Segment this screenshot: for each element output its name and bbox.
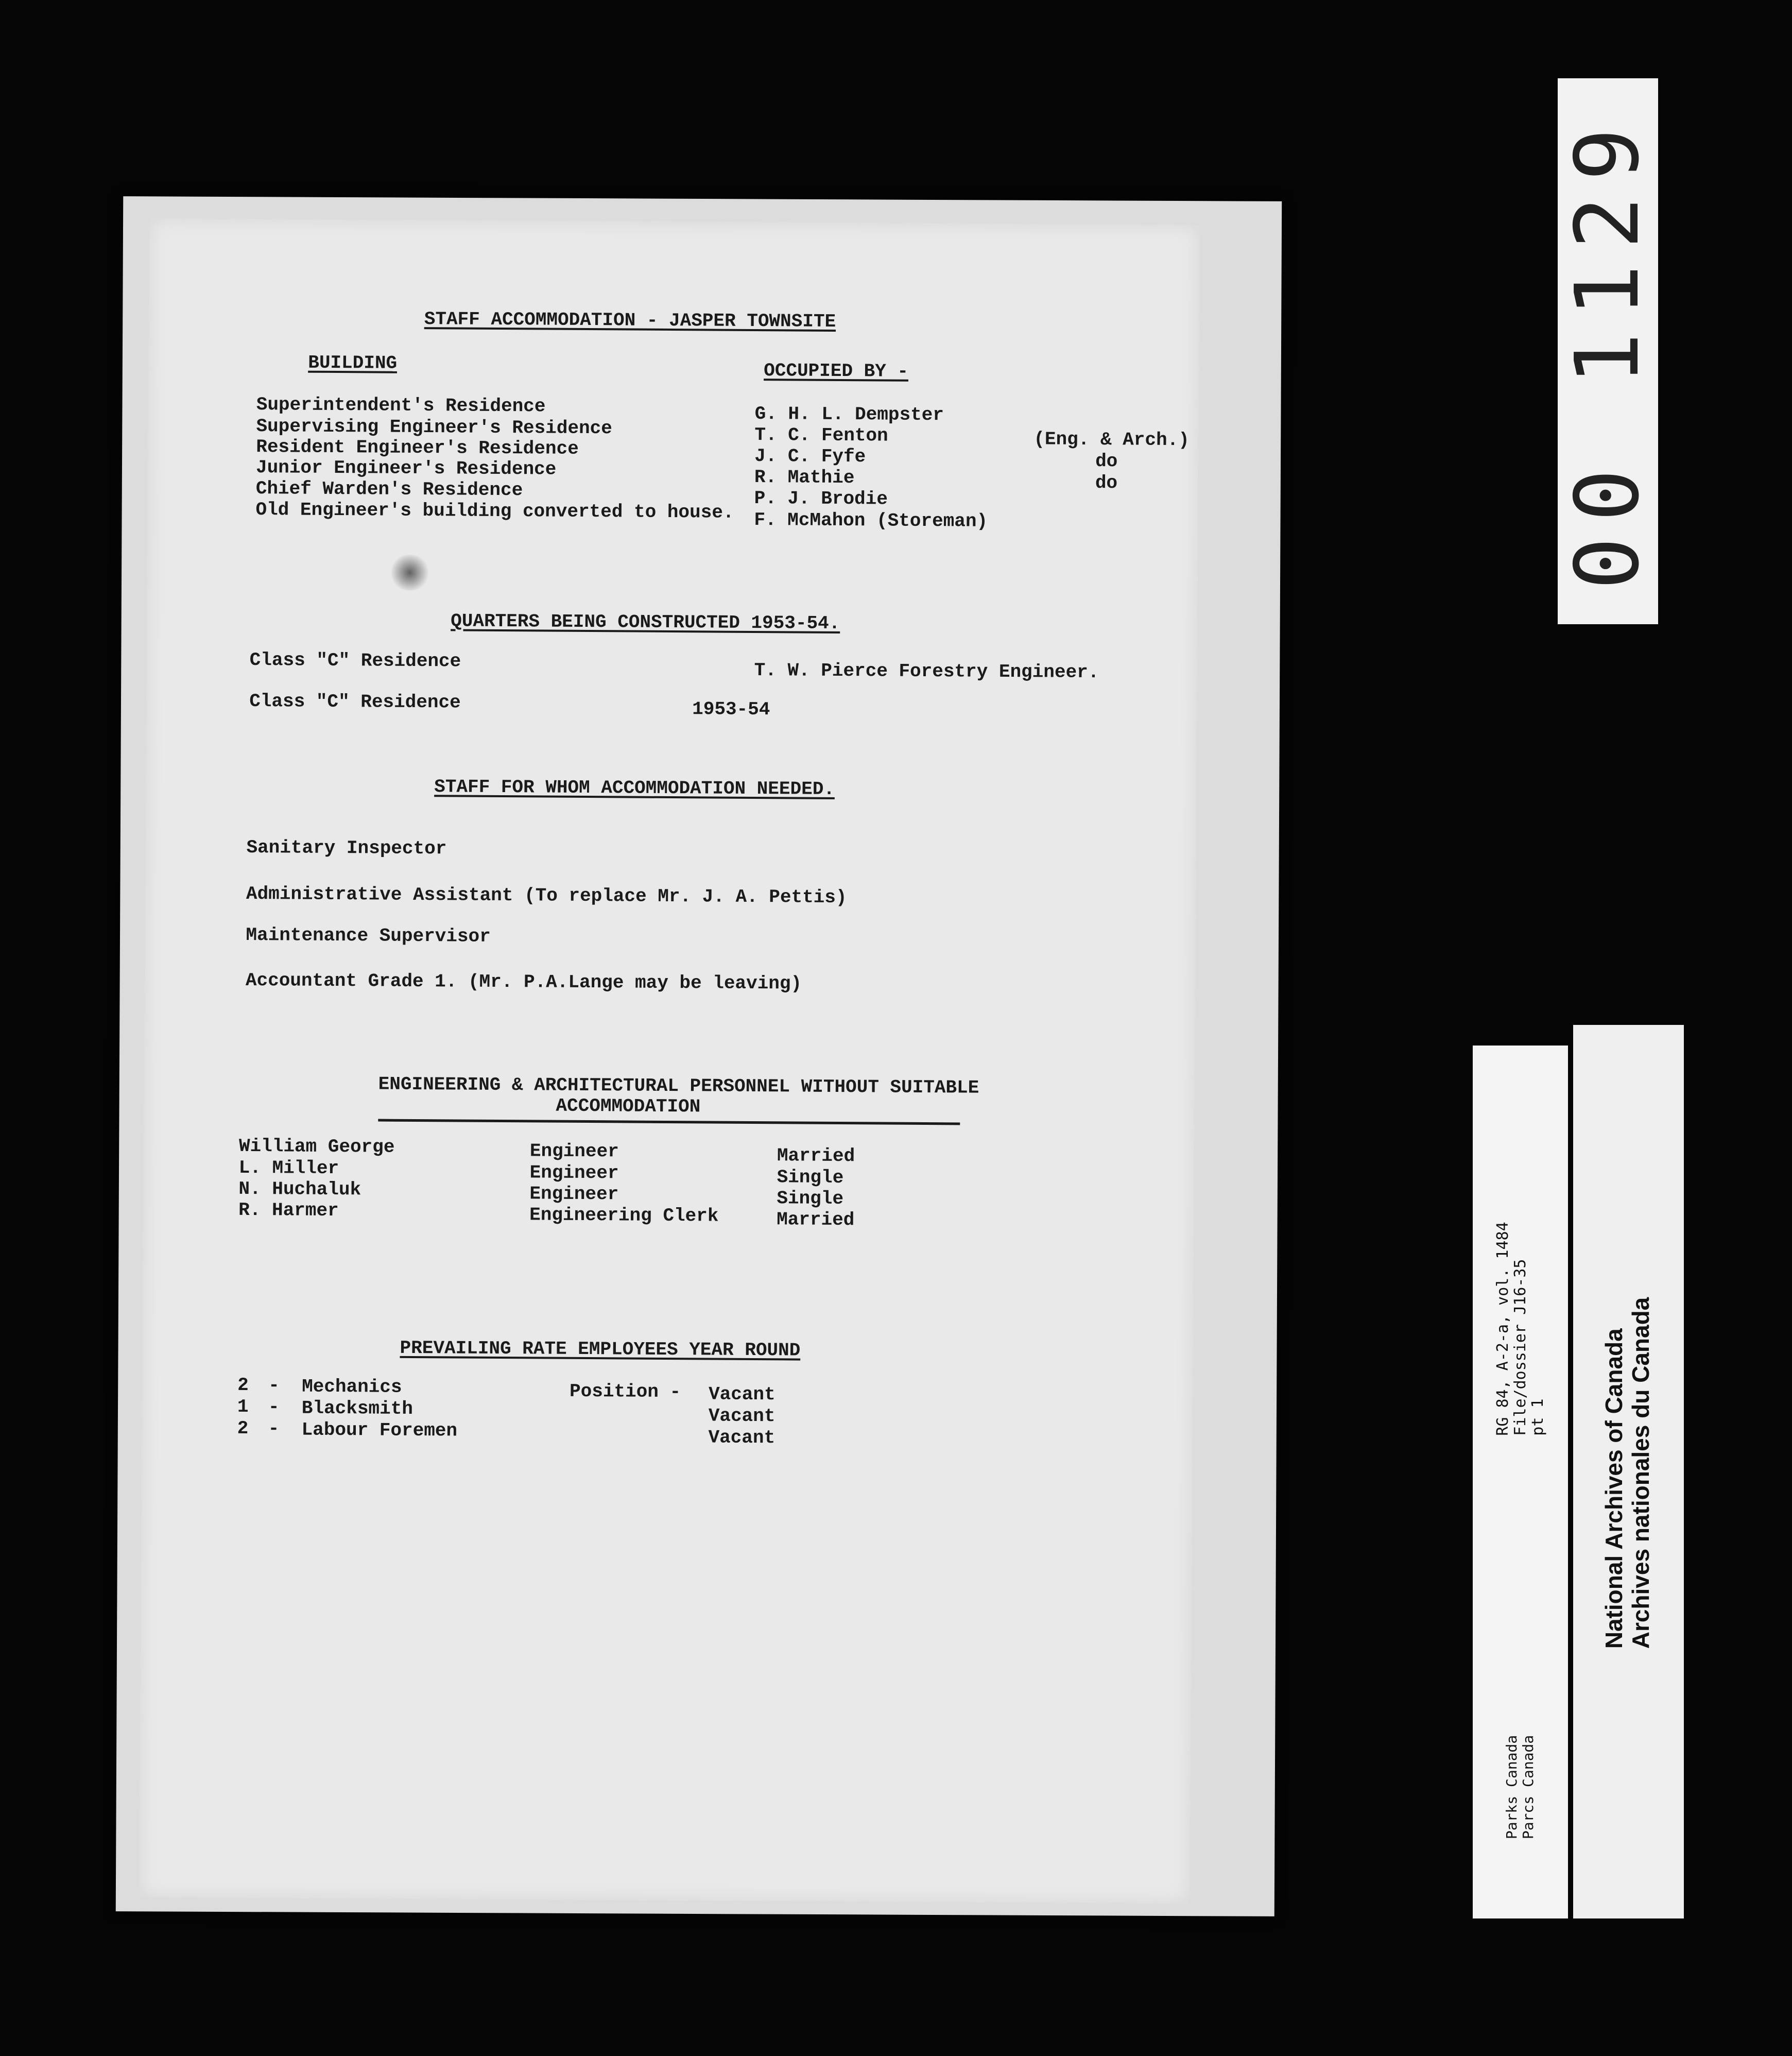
occupant-note: do	[1095, 451, 1118, 472]
prevailing-status: Vacant	[708, 1405, 776, 1427]
building-name: Superintendent's Residence	[256, 394, 546, 417]
document-page	[139, 218, 1200, 1904]
prevailing-dash: -	[268, 1375, 280, 1396]
source-line: Parcs Canada	[1520, 1735, 1537, 1840]
personnel-name: L. Miller	[238, 1157, 339, 1179]
staff-needed-header: STAFF FOR WHOM ACCOMMODATION NEEDED.	[434, 776, 835, 800]
occupant-note: do	[1095, 472, 1118, 494]
occupant-name: F. McMahon (Storeman)	[754, 509, 988, 532]
building-header: BUILDING	[308, 352, 398, 374]
staff-item: Maintenance Supervisor	[246, 924, 491, 947]
prevailing-count: 2	[237, 1417, 249, 1440]
engineering-header-line2: ACCOMMODATION	[556, 1095, 701, 1118]
quarters-name: Class "C" Residence	[249, 691, 461, 713]
prevailing-rate-header: PREVAILING RATE EMPLOYEES YEAR ROUND	[400, 1337, 801, 1361]
personnel-role: Engineer	[529, 1140, 619, 1162]
occupied-by-header: OCCUPIED BY -	[764, 360, 909, 382]
staff-item: Sanitary Inspector	[246, 836, 447, 860]
frame-number: 00 1129	[1557, 112, 1659, 590]
personnel-status: Single	[777, 1167, 844, 1189]
staff-item: Administrative Assistant (To replace Mr. J. A. Pettis)	[246, 883, 847, 909]
personnel-name: N. Huchaluk	[238, 1178, 361, 1201]
staff-item: Accountant Grade 1. (Mr. P.A.Lange may be leaving)	[245, 969, 802, 995]
personnel-status: Single	[777, 1188, 844, 1210]
prevailing-trade: Blacksmith	[301, 1397, 413, 1419]
building-name: Old Engineer's building converted to house.	[255, 499, 734, 523]
prevailing-dash: -	[268, 1396, 280, 1418]
building-name: Chief Warden's Residence	[255, 478, 523, 501]
ink-smudge	[389, 555, 430, 591]
header-underline	[378, 1119, 960, 1125]
institution-line: National Archives of Canada	[1600, 1328, 1627, 1649]
quarters-header: QUARTERS BEING CONSTRUCTED 1953-54.	[451, 610, 840, 635]
prevailing-dash: -	[268, 1418, 280, 1440]
personnel-role: Engineering Clerk	[529, 1204, 719, 1227]
building-name: Supervising Engineer's Residence	[256, 416, 612, 439]
personnel-role: Engineer	[529, 1183, 619, 1205]
occupant-name: J. C. Fyfe	[754, 445, 866, 468]
quarters-detail: 1953-54	[692, 698, 770, 721]
personnel-status: Married	[777, 1145, 855, 1167]
prevailing-trade: Labour Foremen	[301, 1419, 458, 1442]
document-title: STAFF ACCOMMODATION - JASPER TOWNSITE	[424, 309, 836, 332]
prevailing-status: Vacant	[708, 1427, 776, 1449]
occupant-name: G. H. L. Dempster	[754, 403, 944, 426]
personnel-role: Engineer	[529, 1162, 619, 1184]
quarters-detail: T. W. Pierce Forestry Engineer.	[754, 659, 1099, 683]
personnel-name: William George	[238, 1135, 395, 1158]
reference-line: pt 1	[1529, 1398, 1547, 1436]
prevailing-position: Position -	[569, 1380, 681, 1403]
engineering-header-line1: ENGINEERING & ARCHITECTURAL PERSONNEL WITHOUT SUITABLE	[378, 1073, 979, 1099]
personnel-status: Married	[776, 1209, 855, 1231]
occupant-note: (Eng. & Arch.)	[1033, 429, 1190, 451]
prevailing-count: 2	[237, 1374, 249, 1396]
reference-line: File/dossier J16-35	[1511, 1259, 1529, 1436]
institution-line: Archives nationales du Canada	[1627, 1297, 1654, 1649]
quarters-name: Class "C" Residence	[249, 649, 461, 672]
archive-reference	[1494, 1222, 1547, 1435]
occupant-name: R. Mathie	[754, 466, 855, 489]
prevailing-status: Vacant	[708, 1383, 776, 1406]
building-name: Resident Engineer's Residence	[256, 436, 579, 459]
institution-label	[1600, 1297, 1654, 1649]
personnel-name: R. Harmer	[238, 1199, 339, 1222]
occupant-name: P. J. Brodie	[754, 487, 888, 510]
source-line: Parks Canada	[1503, 1735, 1520, 1840]
prevailing-trade: Mechanics	[301, 1376, 402, 1398]
prevailing-count: 1	[237, 1396, 249, 1418]
source-label	[1504, 1735, 1537, 1839]
building-name: Junior Engineer's Residence	[255, 457, 557, 480]
reference-line: RG 84, A-2-a, vol. 1484	[1494, 1222, 1512, 1436]
occupant-name: T. C. Fenton	[754, 424, 888, 447]
